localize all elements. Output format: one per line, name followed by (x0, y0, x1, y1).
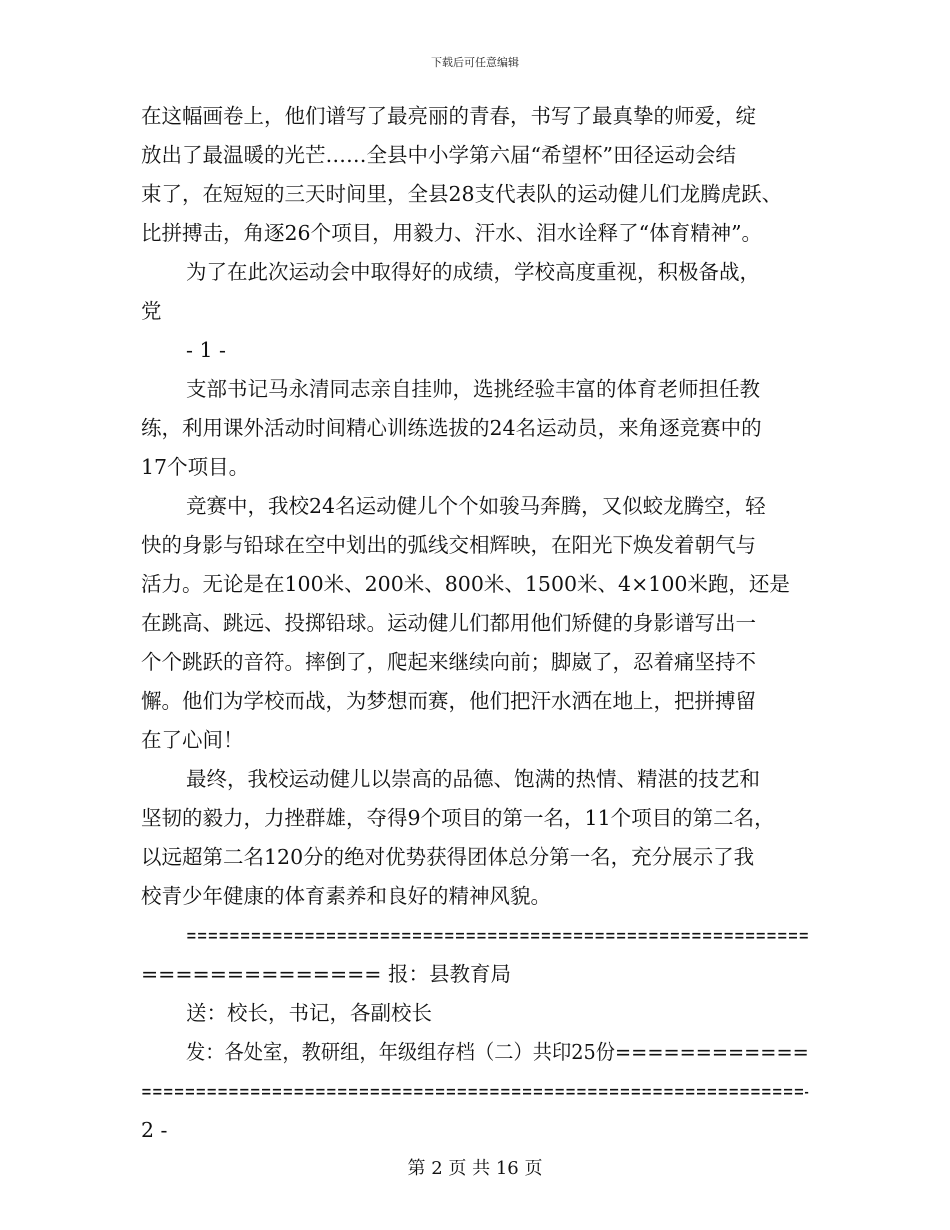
text-line: 以远超第二名120分的绝对优势获得团体总分第一名，充分展示了我 (141, 845, 755, 869)
text-line: 党 (141, 299, 162, 323)
text-line: 为了在此次运动会中取得好的成绩，学校高度重视，积极备战， (186, 260, 760, 284)
text-line: 17个项目。 (141, 455, 250, 479)
text-line: 竞赛中，我校24名运动健儿个个如骏马奔腾，又似蛟龙腾空，轻 (186, 494, 766, 518)
report-to-line: ============== 报：县教育局 (141, 962, 511, 986)
distribute-line: 发：各处室，教研组，年级组存档（二）共印25份============ (186, 1040, 809, 1064)
text-line: 坚韧的毅力，力挫群雄，夺得9个项目的第一名，11个项目的第二名， (141, 806, 775, 830)
text-line: 在了心间！ (141, 728, 244, 752)
text-line: 比拼搏击，角逐26个项目，用毅力、汗水、泪水诠释了“体育精神”。 (141, 221, 763, 245)
text-line: 快的身影与铅球在空中划出的弧线交相辉映，在阳光下焕发着朝气与 (141, 533, 756, 557)
text-line: 放出了最温暖的光芒……全县中小学第六届“希望杯”田径运动会结 (141, 143, 736, 167)
text-line: 懈。他们为学校而战，为梦想而赛，他们把汗水洒在地上，把拼搏留 (141, 689, 756, 713)
text-line: 个个跳跃的音符。摔倒了，爬起来继续向前；脚崴了，忍着痛坚持不 (141, 650, 756, 674)
text-line: 练，利用课外活动时间精心训练选拔的24名运动员，来角逐竞赛中的 (141, 416, 762, 440)
text-line: 在跳高、跳远、投掷铅球。运动健儿们都用他们矫健的身影谱写出一 (141, 611, 756, 635)
separator-line: =============================================================- (141, 1079, 809, 1103)
page-number-inline: - 1 - (186, 338, 226, 362)
page-header: 下载后可任意编辑 (431, 56, 519, 69)
page-footer: 第 2 页 共 16 页 (407, 1158, 543, 1179)
separator-line: ========================================================== (186, 923, 810, 947)
send-to-line: 送：校长，书记，各副校长 (186, 1001, 432, 1025)
text-line: 支部书记马永清同志亲自挂帅，选挑经验丰富的体育老师担任教 (186, 377, 760, 401)
text-line: 最终，我校运动健儿以崇高的品德、饱满的热情、精湛的技艺和 (186, 767, 760, 791)
text-line: 活力。无论是在100米、200米、800米、1500米、4×100米跑，还是 (141, 572, 790, 596)
page-number-inline: 2 - (141, 1118, 168, 1142)
text-line: 校青少年健康的体育素养和良好的精神风貌。 (141, 884, 551, 908)
text-line: 束了，在短短的三天时间里，全县28支代表队的运动健儿们龙腾虎跃、 (141, 182, 783, 206)
text-line: 在这幅画卷上，他们谱写了最亮丽的青春，书写了最真挚的师爱，绽 (141, 104, 756, 128)
